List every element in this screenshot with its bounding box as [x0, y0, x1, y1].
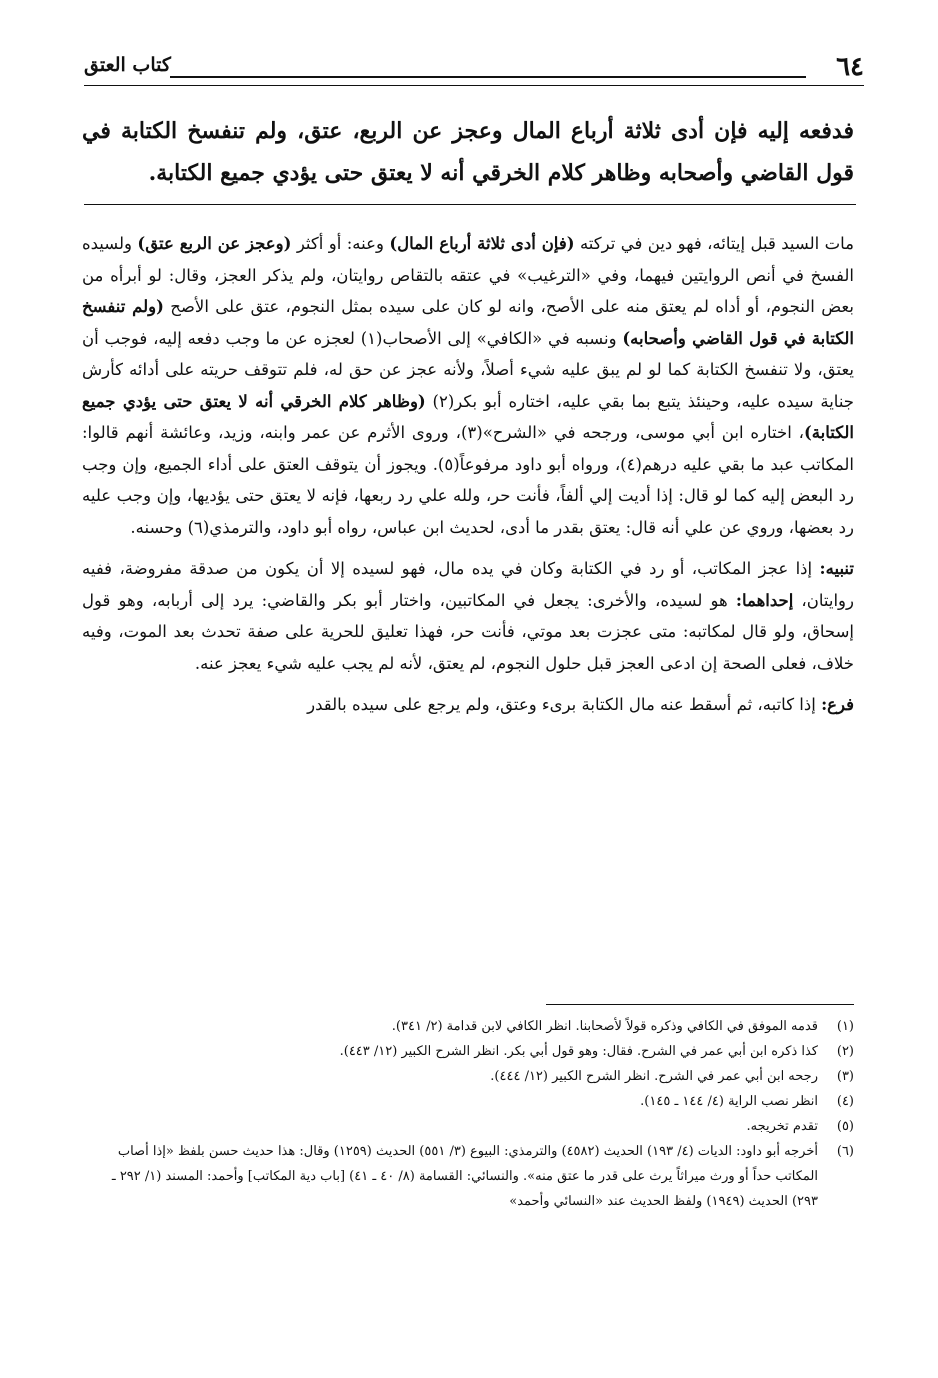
header-underline — [84, 85, 864, 86]
footnote-number: (٣) — [836, 1069, 854, 1084]
text-segment: إذا عجز المكاتب، أو رد في الكتابة وكان في يده مال، فهو لسيده إلا أن يكون من صدقة مفروضة، ففيه روايتان، — [82, 559, 854, 610]
quoted-text: إحداهما: — [735, 590, 794, 610]
footnote-text: تقدم تخريجه. — [746, 1119, 818, 1134]
text-segment: وعنه: أو أكثر — [291, 234, 390, 253]
commentary-paragraph-tanbih — [82, 553, 854, 679]
header-rule — [170, 76, 806, 78]
footnote-text: كذا ذكره ابن أبي عمر في الشرح. فقال: وهو قول أبي بكر. انظر الشرح الكبير (١٢/ ٤٤٣). — [339, 1044, 818, 1059]
footnote-number: (٥) — [836, 1119, 854, 1134]
quoted-text: (ولم تنفسخ الكتابة في قول القاضي وأصحابه) — [82, 297, 854, 348]
quoted-text: تنبيه: — [819, 559, 854, 578]
footnote-text: قدمه الموفق في الكافي وذكره قولاً لأصحابنا. انظر الكافي لابن قدامة (٢/ ٣٤١). — [391, 1019, 818, 1034]
footnote — [82, 1139, 854, 1214]
footnote-number: (٢) — [836, 1044, 854, 1059]
text-segment: ولسيده الفسخ في أنص الروايتين فيهما، وفي «الترغيب» في عتقه بالتقاص روايتان، ولم يذكر العجز، وقال: لو أبرأه من بعض النجوم، أو أداه لم يعتق منه على الأصح، وانه لو كان على سيده بمثل النجوم، عتق على الأصح — [82, 234, 854, 316]
main-text — [82, 110, 854, 194]
footnote-number: (٦) — [836, 1144, 854, 1159]
footnote — [82, 1114, 854, 1139]
page-number: ٦٤ — [836, 52, 864, 82]
footnote-separator — [546, 1004, 854, 1005]
book-title: كتاب العتق — [84, 54, 171, 76]
text-commentary-separator — [84, 204, 856, 205]
footnote-text: أخرجه أبو داود: الديات (٤/ ١٩٣) الحديث (٤٥٨٢) والترمذي: البيوع (٣/ ٥٥١) الحديث (١٢٥٩) وقال: هذا حديث حسن بلفظ «إذا أصاب المكاتب حداً أو ورث ميراثاً يرث على قدر ما عتق منه». والنسائي: القسامة (٨/ ٤٠ ـ ٤١) [باب دية المكاتب] وأحمد: المسند (١/ ٢٩٢ ـ ٢٩٣) الحديث (١٩٤٩) ولفظ الحديث عند «النسائي وأحمد» — [111, 1144, 818, 1209]
quoted-text: (فإن أدى ثلاثة أرباع المال) — [389, 234, 575, 253]
main-text-paragraph: فدفعه إليه فإن أدى ثلاثة أرباع المال وعجز عن الربع، عتق، ولم تنفسخ الكتابة في قول القاضي وأصحابه وظاهر كلام الخرقي أنه لا يعتق حتى يؤدي جميع الكتابة. — [82, 118, 854, 186]
quoted-text: فرع: — [821, 695, 854, 714]
footnote — [82, 1064, 854, 1089]
footnote — [82, 1014, 854, 1039]
footnote-number: (١) — [836, 1019, 854, 1034]
text-segment: إذا كاتبه، ثم أسقط عنه مال الكتابة برىء وعتق، ولم يرجع على سيده بالقدر — [307, 695, 822, 714]
text-segment: ونسبه في «الكافي» إلى الأصحاب(١) لعجزه عن ما وجب دفعه إليه، فوجب أن يعتق، ولا تنفسخ الكتابة كما لو لم يبق عليه شيء أصلاً، ولأنه عجز عن حق له، فلم تتوقف حريته على أدائه كأرش جناية سيده عليه، وحينئذ يتبع بما بقي عليه، اختاره أبو بكر(٢) — [82, 328, 855, 411]
commentary-paragraph — [82, 228, 854, 543]
commentary — [82, 228, 854, 721]
footnote — [82, 1089, 854, 1114]
page-header — [84, 52, 864, 86]
footnote-text: انظر نصب الراية (٤/ ١٤٤ ـ ١٤٥). — [640, 1094, 818, 1109]
footnote — [82, 1039, 854, 1064]
text-segment: مات السيد قبل إيتائه، فهو دين في تركته — [574, 234, 855, 253]
quoted-text: (وعجز عن الربع عتق) — [137, 234, 292, 253]
footnotes — [82, 1014, 854, 1214]
quoted-text: (وظاهر كلام الخرقي أنه لا يعتق حتى يؤدي جميع الكتابة) — [82, 391, 854, 442]
footnote-number: (٤) — [836, 1094, 854, 1109]
commentary-paragraph-far — [82, 689, 854, 721]
text-segment: ، اختاره ابن أبي موسى، ورجحه في «الشرح»(٣)، وروى الأثرم عن عمر وابنه، وزيد، وعائشة أنهم قالوا: المكاتب عبد ما بقي عليه درهم(٤)، ورواه أبو داود مرفوعاً(٥). ويجوز أن يتوقف العتق على أداء الجميع، وإن وجب رد البعض إليه كما لو قال: إذا أديت إلي ألفاً، فأنت حر، ولله علي رد ربعها، فإنه لا يعتق حتى يؤديها، وإن وجب عليه رد بعضها، وروي عن علي أنه قال: يعتق بقدر ما أدى، لحديث ابن عباس، رواه أبو داود، والترمذي(٦) وحسنه. — [82, 423, 854, 537]
text-segment: هو لسيده، والأخرى: يجعل في المكاتبين، واختار أبو بكر والقاضي: يرد إلى أربابه، وهو قول إسحاق، ولو قال لمكاتبه: متى عجزت بعد موتي، فأنت حر، فهذا تعليق للحرية على صفة تحدث بعد الموت، وفيه خلاف، فعلى الصحة إن ادعى العجز قبل حلول النجوم، لم يعتق، لأنه لم يجب عليه شيء يعجز عنه. — [82, 590, 854, 673]
footnote-text: رجحه ابن أبي عمر في الشرح. انظر الشرح الكبير (١٢/ ٤٤٤). — [490, 1069, 818, 1084]
